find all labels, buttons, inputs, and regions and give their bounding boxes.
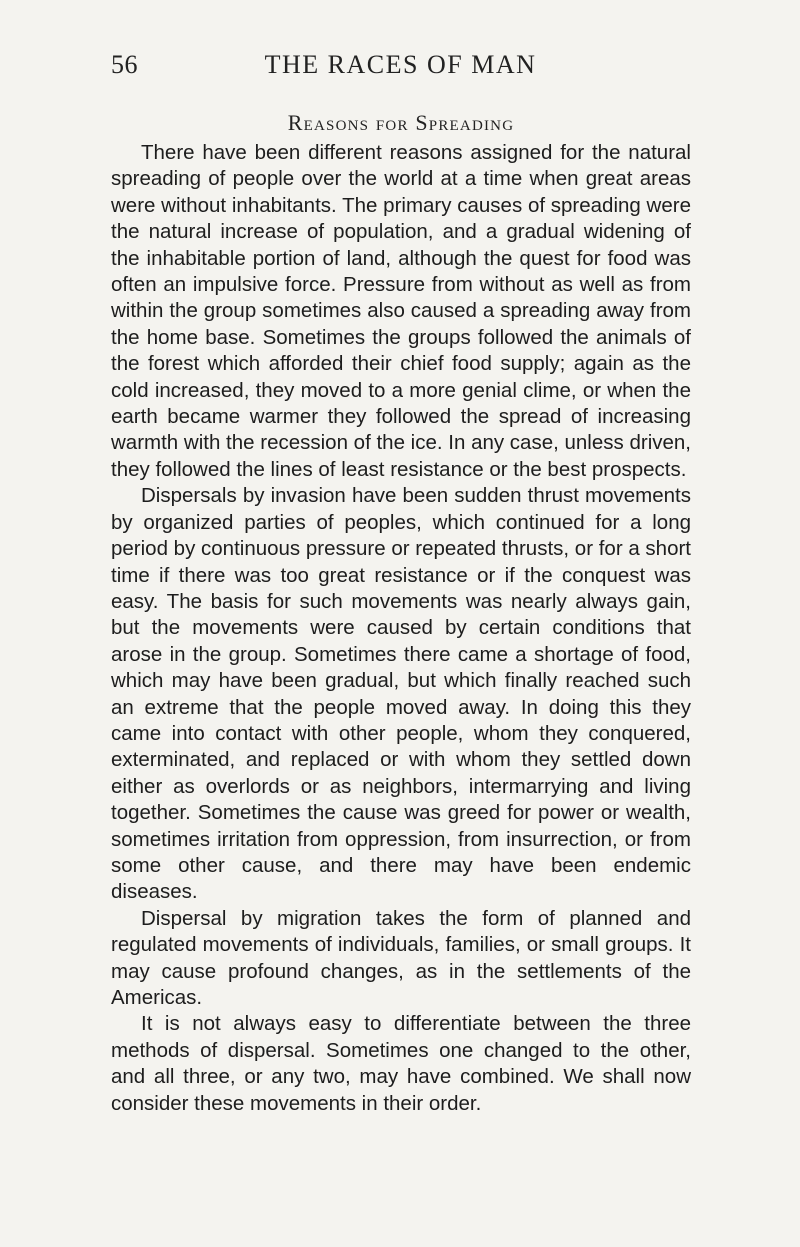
page-number: 56 [111, 50, 138, 79]
running-title: THE RACES OF MAN [264, 50, 537, 79]
paragraph: Dispersal by migration takes the form of planned and regulated movements of individuals, families, or small groups. It may cause profound changes, as in the settlements of the Americas. [111, 906, 691, 1009]
paragraph: There have been different reasons assigned for the natural spreading of people over the world at a time when great areas were without inhabitants. The primary causes of spreading were the natural increase of population, and a gradual widening of the inhabitable portion of land, although the quest for food was often an impulsive force. Pressure from without as well as from within the group sometimes also caused a spreading away from the home base. Sometimes the groups followed the animals of the forest which afforded their chief food supply; again as the cold increased, they moved to a more genial clime, or when the earth became warmer they followed the spread of increasing warmth with the recession of the ice. In any case, unless driven, they followed the lines of least resistance or the best prospects. [111, 141, 691, 481]
paragraph: Dispersals by invasion have been sudden thrust movements by organized parties of peoples, which continued for a long period by continuous pressure or repeated thrusts, or for a short time if there was too great resistance or if the conquest was easy. The basis for such movements was nearly always gain, but the movements were caused by certain conditions that arose in the group. Sometimes there came a shortage of food, which may have been gradual, but which finally reached such an extreme that the people moved away. In doing this they came into contact with other people, whom they conquered, exterminated, and replaced or with whom they settled down either as overlords or as neighbors, intermarrying and living together. Sometimes the cause was greed for power or wealth, sometimes irritation from oppression, from insurrection, or from some other cause, and there may have been endemic diseases. [111, 484, 692, 904]
paragraph: It is not always easy to differentiate between the three methods of dispersal. Sometimes one changed to the other, and all three, or any two, may have combined. We shall now consider these movements in their order. [111, 1012, 691, 1115]
section-heading: Reasons for Spreading [287, 110, 515, 135]
page-header [111, 50, 690, 84]
body-text [111, 140, 691, 1117]
